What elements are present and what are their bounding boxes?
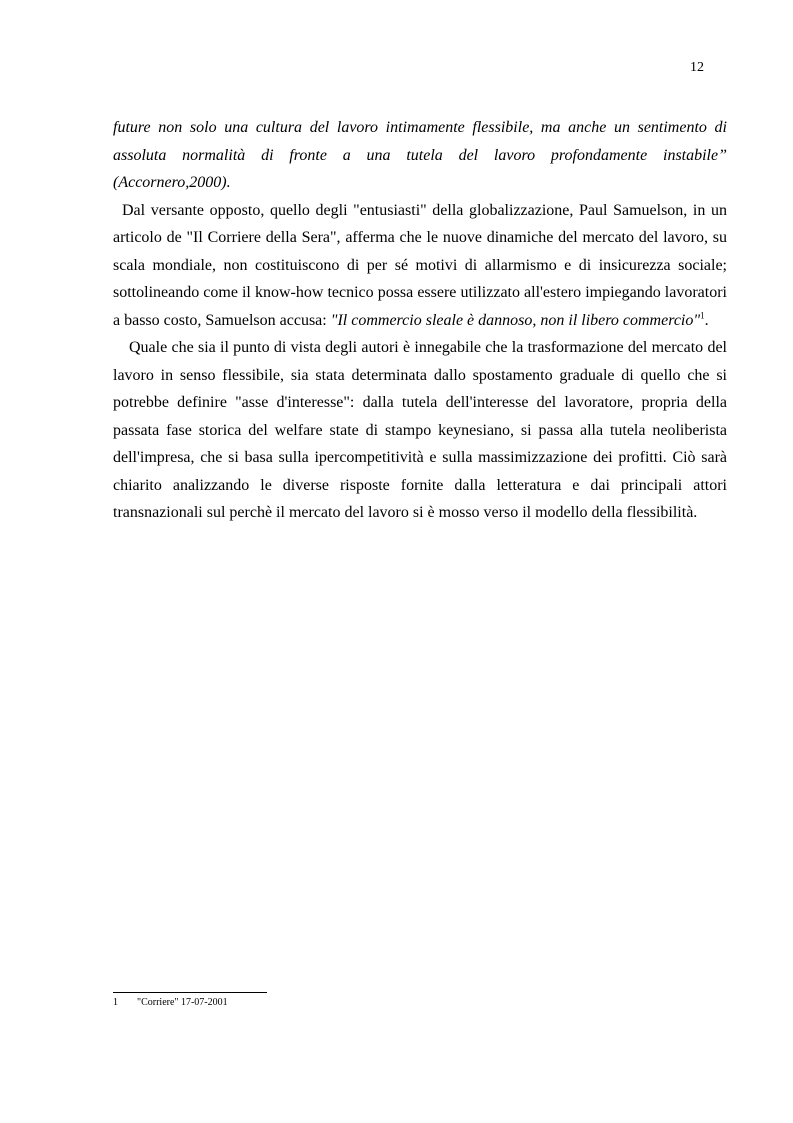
footnote-text: "Corriere" 17-07-2001 bbox=[137, 997, 228, 1008]
paragraph-samuelson-end: . bbox=[704, 311, 709, 329]
paragraph-asse-interesse: Quale che sia il punto di vista degli autori è innegabile che la trasformazione del mercato del lavoro in senso flessibile, sia stata determinata dallo spostamento graduale di quello che si potrebbe definire "asse d'interesse": dalla tutela dell'interesse del lavoratore, propria della passata fase storica del welfare state di stampo keynesiano, si passa alla tutela neoliberista dell'impresa, che si basa sulla ipercompetitività e sulla massimizzazione dei profitti. Ciò sarà chiarito analizzando le diverse risposte fornite dalla letteratura e dai principali attori transnazionali sul perchè il mercato del lavoro si è mosso verso il modello della flessibilità. bbox=[113, 339, 727, 521]
footnote-separator bbox=[113, 992, 267, 993]
samuelson-quote: "Il commercio sleale è dannoso, non il libero commercio" bbox=[330, 311, 701, 329]
paragraph-continued: future non solo una cultura del lavoro intimamente flessibile, ma anche un sentimento di assoluta normalità di fronte a una tutela del lavoro profondamente instabile” (Accornero,2000). bbox=[113, 119, 727, 191]
paragraph-samuelson bbox=[113, 197, 727, 335]
footnote-reference: 1 bbox=[700, 310, 705, 321]
footnote-number: 1 bbox=[113, 997, 118, 1008]
page-number: 12 bbox=[690, 60, 704, 75]
footnote bbox=[113, 997, 228, 1008]
paragraph-samuelson-text: Dal versante opposto, quello degli "entusiasti" della globalizzazione, Paul Samuelson, in un articolo de "Il Corriere della Sera", afferma che le nuove dinamiche del mercato del lavoro, su scala mondiale, non costituiscono di per sé motivi di allarmismo e di insicurezza sociale; sottolineando come il know-how tecnico possa essere utilizzato all'estero impiegando lavoratori a basso costo, Samuelson accusa: bbox=[113, 201, 727, 329]
body-text bbox=[113, 114, 727, 527]
